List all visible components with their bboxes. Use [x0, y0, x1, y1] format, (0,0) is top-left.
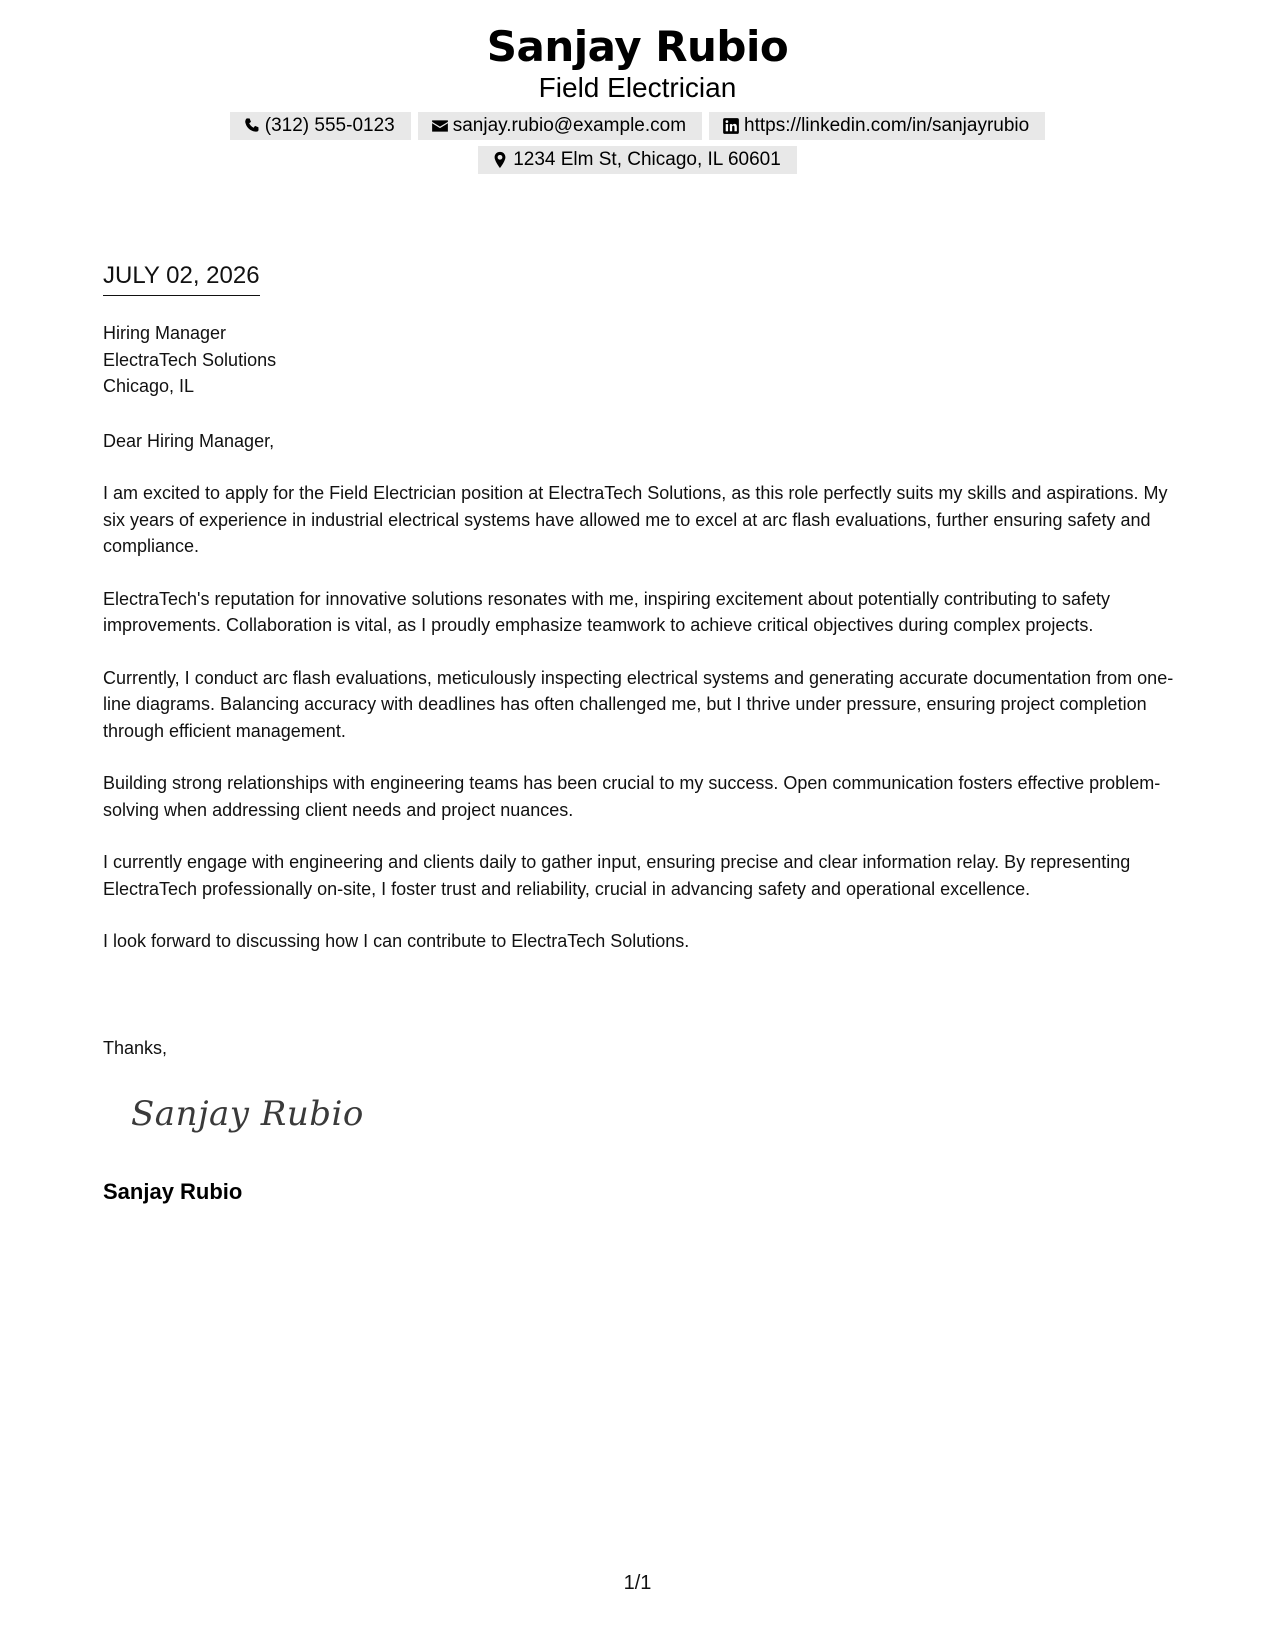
contact-address-text: 1234 Elm St, Chicago, IL 60601	[513, 149, 781, 170]
job-title: Field Electrician	[538, 72, 737, 103]
recipient-block	[103, 320, 276, 400]
contact-linkedin[interactable]	[709, 112, 1045, 140]
body-paragraph: Building strong relationships with engineering teams has been crucial to my success. Open communication fosters effective problem-solving when addressing client needs and project nuances.	[103, 773, 1161, 820]
map-pin-icon	[491, 151, 509, 169]
envelope-icon	[431, 117, 449, 135]
body-paragraph: I am excited to apply for the Field Electrician position at ElectraTech Solutions, as this role perfectly suits my skills and aspirations. My six years of experience in industrial electrical systems have allowed me to excel at arc flash evaluations, further ensuring safety and compliance.	[103, 483, 1168, 556]
body-paragraph: I look forward to discussing how I can contribute to ElectraTech Solutions.	[103, 931, 690, 951]
contact-email-text: sanjay.rubio@example.com	[452, 115, 687, 136]
recipient-line: Chicago, IL	[103, 376, 195, 396]
contact-linkedin-text: https://linkedin.com/in/sanjayrubio	[744, 115, 1030, 136]
contact-phone[interactable]	[230, 112, 411, 140]
closing: Thanks,	[103, 1038, 168, 1058]
signer-name: Sanjay Rubio	[103, 1179, 243, 1204]
contact-email[interactable]	[418, 112, 702, 140]
body-paragraph: Currently, I conduct arc flash evaluations, meticulously inspecting electrical systems and generating accurate documentation from one-line diagrams. Balancing accuracy with deadlines has often challenged me, but I thrive under pressure, ensuring project completion through efficient management.	[103, 667, 1174, 741]
applicant-name: Sanjay Rubio	[486, 22, 789, 71]
body-paragraph: I currently engage with engineering and clients daily to gather input, ensuring precise and clear information relay. By representing ElectraTech professionally on-site, I foster trust and reliability, crucial in advancing safety and operational excellence.	[103, 852, 1131, 899]
page-indicator: 1/1	[623, 1572, 652, 1594]
phone-icon	[243, 117, 261, 135]
linkedin-icon	[722, 117, 740, 135]
letter-date: JULY 02, 2026	[103, 260, 260, 296]
recipient-line: ElectraTech Solutions	[103, 349, 277, 370]
letter-header	[0, 22, 1275, 174]
salutation: Dear Hiring Manager,	[103, 431, 275, 451]
contact-address	[478, 146, 797, 174]
letter-paragraphs	[103, 480, 1178, 981]
contact-phone-text: (312) 555-0123	[264, 115, 395, 136]
contact-row-primary	[0, 112, 1275, 140]
handwritten-signature: Sanjay Rubio	[131, 1094, 364, 1134]
recipient-line: Hiring Manager	[103, 323, 227, 343]
contact-row-secondary	[0, 146, 1275, 174]
body-paragraph: ElectraTech's reputation for innovative solutions resonates with me, inspiring excitement about potentially contributing to safety improvements. Collaboration is vital, as I proudly emphasize teamwork to achieve critical objectives during complex projects.	[103, 588, 1110, 635]
